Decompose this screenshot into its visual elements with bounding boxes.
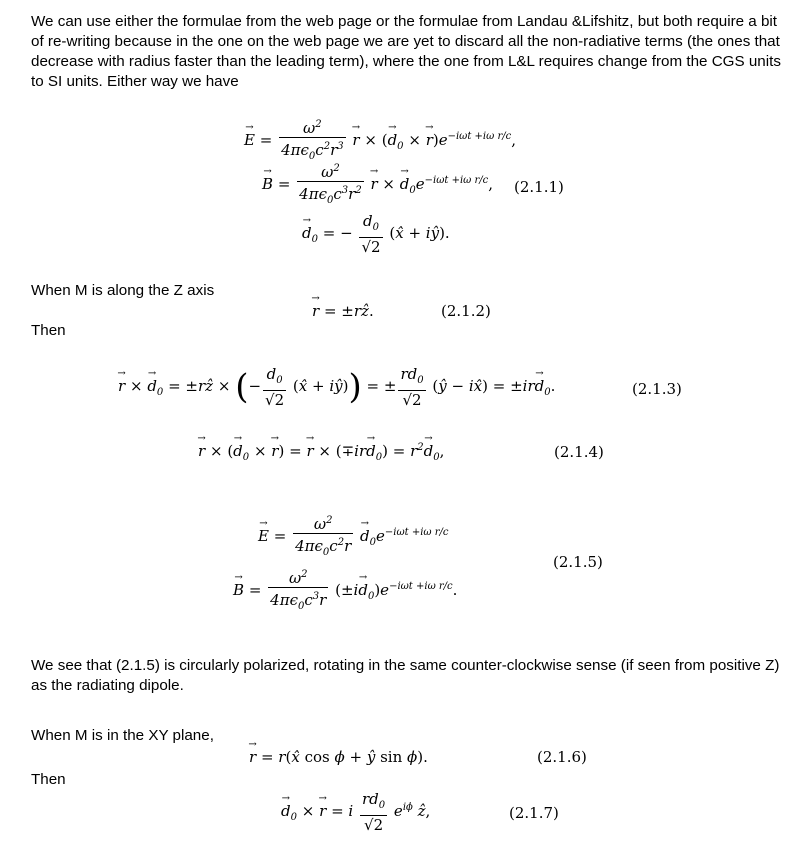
equation-r-along-z: → r = ±rẑ. bbox=[312, 302, 374, 320]
equation-number-2-1-7: (2.1.7) bbox=[509, 804, 559, 822]
equation-number-2-1-3: (2.1.3) bbox=[632, 380, 682, 398]
equation-cross-product-xy: → $d_0$ × → r = i $\frac{rd_0}{√2}$ $e^{i\phi}$ ẑ, bbox=[281, 790, 430, 834]
equation-B-field-1: → B = $\frac{\omega^2}{4\pi\epsilon_0c^3r^2}$ → r × → $d_0e^{-i\omega t +i\omega r/c}$, bbox=[262, 160, 493, 210]
intro-paragraph: We can use either the formulae from the web page or the formulae from Landau &Lifshitz, but both require a bit of re-writing because in the one on the web page we are yet to discard all the non-radiative terms (the ones that decrease with radius faster than the leading term), where the one from L&L requires change from the CGS units to SI units. Either way we have bbox=[31, 13, 781, 90]
equation-double-cross-product: → r × (→ $d_0$ × → r) = → $r \times (\mp ir\to d_0) = r^2\to d_0$, bbox=[198, 442, 444, 463]
equation-number-2-1-1: (2.1.1) bbox=[514, 178, 564, 196]
z-axis-label: When M is along the Z axis bbox=[31, 282, 215, 299]
equation-r-in-xy-plane: → r = r(x̂ cos ϕ + ŷ sin ϕ). bbox=[249, 748, 428, 766]
equation-number-2-1-6: (2.1.6) bbox=[537, 748, 587, 766]
equation-E-field-1: → E = $\frac{\omega^2}{4\pi\epsilon_0c^2r^3}$ → r × (→ $d_0$ × → $r)e^{-i\omega t +i\omega r/c}$, bbox=[244, 116, 516, 166]
then-label-1: Then bbox=[31, 322, 66, 339]
then-label-2: Then bbox=[31, 771, 66, 788]
equation-number-2-1-2: (2.1.2) bbox=[441, 302, 491, 320]
equation-number-2-1-5: (2.1.5) bbox=[553, 553, 603, 571]
equation-number-2-1-4: (2.1.4) bbox=[554, 443, 604, 461]
equation-B-field-2: → B = $\frac{\omega^2}{4\pi\epsilon_0c^3r}$ $(\pm i\to d_0)e^{-i\omega t +i\omega r/c}$. bbox=[233, 566, 457, 616]
xy-plane-label: When M is in the XY plane, bbox=[31, 727, 214, 744]
circular-polarization-paragraph: We see that (2.1.5) is circularly polarized, rotating in the same counter-clockwise sense (if seen from positive Z) as the radiating dipole. bbox=[31, 657, 780, 694]
equation-cross-product-1: → r × → $d_0$ = ±rẑ × (− $\frac{d_0}{√2}$ (x̂ + iŷ)) = ± $\frac{rd_0}{√2}$ (ŷ − ix̂) = $\pm ir\to d_0$. bbox=[118, 365, 555, 409]
equation-dipole-vector: → $d_0$ = − $\frac{d_0}{√2}$ (x̂ + iŷ). bbox=[302, 212, 450, 256]
equation-E-field-2: → E = $\frac{\omega^2}{4\pi\epsilon_0c^2r}$ → $d_0e^{-i\omega t +i\omega r/c}$ bbox=[258, 512, 448, 562]
